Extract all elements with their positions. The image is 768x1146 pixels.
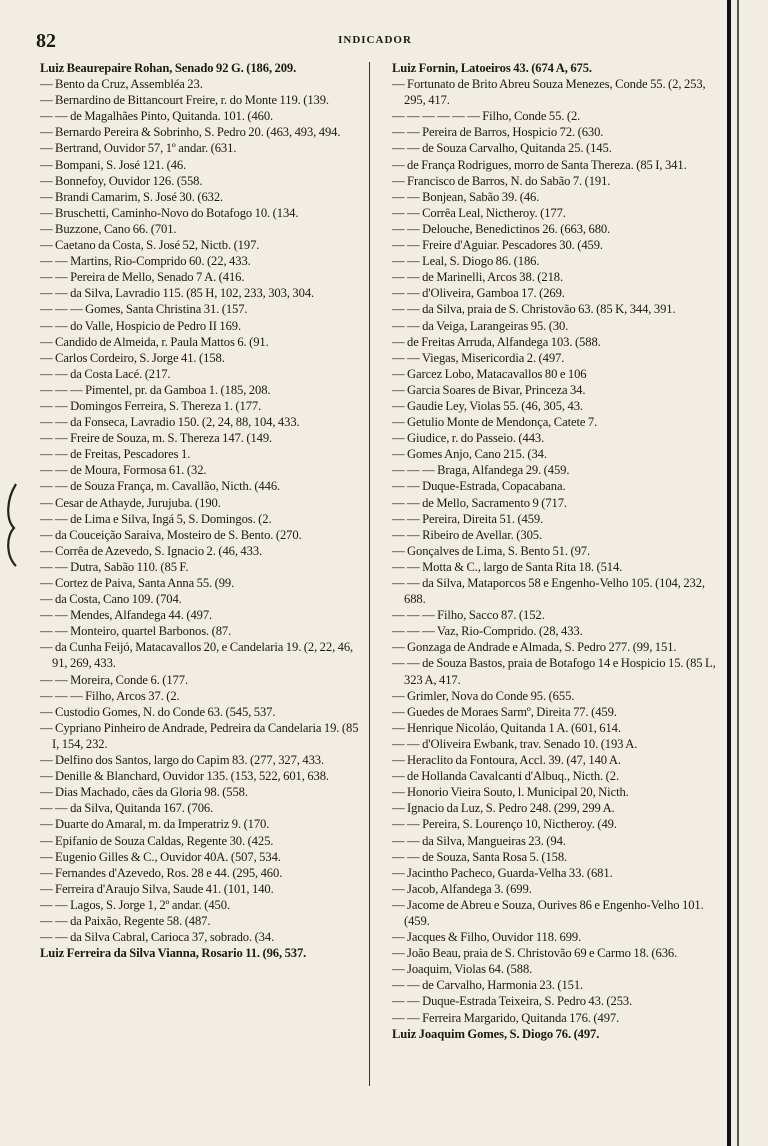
directory-entry: — Cesar de Athayde, Jurujuba. (190. — [40, 495, 221, 510]
directory-entry: — — — Gomes, Santa Christina 31. (157. — [40, 302, 248, 317]
directory-entry: — — de Freitas, Pescadores 1. — [40, 447, 191, 462]
directory-entry: — Fernandes d'Azevedo, Ros. 28 e 44. (295, 460. — [40, 865, 283, 880]
page-number: 82 — [36, 30, 56, 52]
directory-entry: — Gonçalves de Lima, S. Bento 51. (97. — [392, 543, 591, 558]
directory-entry: — — Dutra, Sabão 110. (85 F. — [40, 559, 189, 574]
directory-entry: — Garcia Soares de Bivar, Princeza 34. — [392, 382, 586, 397]
directory-entry: — Candido de Almeida, r. Paula Mattos 6. (91. — [40, 334, 269, 349]
directory-entry: — — Freire d'Aguiar. Pescadores 30. (459. — [392, 238, 603, 253]
directory-entry: — Bernardino de Bittancourt Freire, r. do Monte 119. (139. — [40, 93, 329, 108]
directory-entry: Luiz Fornin, Latoeiros 43. (674 A, 675. — [392, 61, 592, 75]
directory-entry: — — Motta & C., largo de Santa Rita 18. (514. — [392, 559, 623, 574]
directory-entry: — — Martins, Rio-Comprido 60. (22, 433. — [40, 254, 251, 269]
directory-entry: — — Moreira, Conde 6. (177. — [40, 672, 188, 687]
directory-entry: — — Duque-Estrada, Copacabana. — [392, 479, 566, 494]
directory-entry: — — Viegas, Misericordia 2. (497. — [392, 350, 565, 365]
directory-entry: — Bompani, S. José 121. (46. — [40, 157, 187, 172]
directory-entry: — — de Souza Carvalho, Quitanda 25. (145. — [392, 141, 612, 156]
directory-entry: Luiz Ferreira da Silva Vianna, Rosario 11. (96, 537. — [40, 946, 307, 961]
binding-edge — [727, 0, 731, 1146]
directory-entry: — Jacques & Filho, Ouvidor 118. 699. — [392, 930, 582, 945]
directory-entry: — Jacintho Pacheco, Guarda-Velha 33. (681. — [392, 865, 613, 880]
directory-entry: — Dias Machado, cães da Gloria 98. (558. — [40, 785, 248, 800]
directory-entry: — Jacome de Abreu e Souza, Ourives 86 e Engenho-Velho 101. (459. — [392, 897, 704, 928]
directory-entry: — Cypriano Pinheiro de Andrade, Pedreira da Candelaria 19. (85 I, 154, 232. — [40, 720, 359, 751]
directory-entry: — Fortunato de Brito Abreu Souza Menezes, Conde 55. (2, 253, 295, 417. — [392, 77, 706, 108]
directory-entry: — Caetano da Costa, S. José 52, Nictb. (197. — [40, 238, 260, 253]
running-title: INDICADOR — [338, 34, 412, 46]
directory-entry: — — da Silva Cabral, Carioca 37, sobrado. (34. — [40, 930, 275, 945]
directory-entry: — da Couceição Saraiva, Mosteiro de S. Bento. (270. — [40, 527, 302, 542]
directory-entry: — Garcez Lobo, Matacavallos 80 e 106 — [392, 366, 587, 381]
directory-entry: — — de Magalhães Pinto, Quitanda. 101. (460. — [40, 109, 274, 124]
margin-bracket-mark — [2, 480, 22, 570]
directory-entry: — — da Silva, praia de S. Christovão 63. (85 K, 344, 391. — [392, 302, 676, 317]
directory-entry: — Duarte do Amaral, m. da Imperatriz 9. (170. — [40, 817, 270, 832]
directory-entry: — — de Marinelli, Arcos 38. (218. — [392, 270, 564, 285]
directory-entry: — Custodio Gomes, N. do Conde 63. (545, 537. — [40, 704, 276, 719]
directory-entry: — — da Silva, Mangueiras 23. (94. — [392, 833, 566, 848]
directory-entry: — — — — — — Filho, Conde 55. (2. — [392, 109, 581, 124]
directory-entry: — Cortez de Paiva, Santa Anna 55. (99. — [40, 576, 235, 590]
page-header — [30, 30, 720, 56]
directory-entry: — — — Braga, Alfandega 29. (459. — [392, 463, 570, 478]
directory-entry: — — de Moura, Formosa 61. (32. — [40, 463, 207, 478]
directory-entry: — Henrique Nicoláo, Quitanda 1 A. (601, 614. — [392, 720, 621, 735]
directory-entry: — Buzzone, Cano 66. (701. — [40, 221, 177, 236]
directory-entry: — Bonnefoy, Ouvidor 126. (558. — [40, 173, 203, 188]
directory-entry: — — da Silva, Mataporcos 58 e Engenho-Velho 105. (104, 232, 688. — [392, 576, 705, 607]
directory-entry: — — Pereira, S. Lourenço 10, Nictheroy. (49. — [392, 817, 617, 832]
column-divider — [369, 62, 370, 1086]
directory-entry: — Bertrand, Ouvidor 57, 1º andar. (631. — [40, 141, 237, 156]
directory-entry: — de Freitas Arruda, Alfandega 103. (588. — [392, 334, 601, 349]
directory-entry: — — de Mello, Sacramento 9 (717. — [392, 495, 567, 510]
directory-entry: — — Pereira de Mello, Senado 7 A. (416. — [40, 270, 245, 285]
directory-entry: — — d'Oliveira Ewbank, trav. Senado 10. (193 A. — [392, 736, 638, 751]
directory-entry: — Giudice, r. do Passeio. (443. — [392, 431, 545, 446]
directory-entry: — Brandi Camarim, S. José 30. (632. — [40, 189, 224, 204]
directory-entry: — — Domingos Ferreira, S. Thereza 1. (177. — [40, 398, 262, 413]
directory-entry: — Gaudie Ley, Violas 55. (46, 305, 43. — [392, 398, 583, 413]
left-column — [40, 60, 362, 961]
directory-entry: — — Bonjean, Sabão 39. (46. — [392, 189, 540, 204]
directory-entry: — Joaquim, Violas 64. (588. — [392, 962, 533, 977]
directory-entry: Luiz Joaquim Gomes, S. Diogo 76. (497. — [392, 1026, 600, 1041]
directory-entry: — — da Veiga, Larangeiras 95. (30. — [392, 318, 569, 333]
directory-entry: — — — Vaz, Rio-Comprido. (28, 433. — [392, 624, 583, 639]
directory-entry: — Getulio Monte de Mendonça, Catete 7. — [392, 415, 598, 430]
directory-entry: — da Cunha Feijó, Matacavallos 20, e Candelaria 19. (2, 22, 46, 91, 269, 433. — [40, 640, 354, 671]
directory-entry: — — de Lima e Silva, Ingá 5, S. Domingos. (2. — [40, 511, 272, 526]
directory-entry: — — Ribeiro de Avellar. (305. — [392, 527, 543, 542]
directory-entry: — — Pereira, Direita 51. (459. — [392, 511, 544, 526]
directory-entry: — — do Valle, Hospicio de Pedro II 169. — [40, 318, 242, 333]
directory-entry: — Corrêa de Azevedo, S. Ignacio 2. (46, 433. — [40, 543, 263, 558]
directory-entry: — — Duque-Estrada Teixeira, S. Pedro 43. (253. — [392, 994, 633, 1009]
directory-entry: — — da Silva, Lavradio 115. (85 H, 102, 233, 303, 304. — [40, 286, 315, 301]
directory-entry: — Grimler, Nova do Conde 95. (655. — [392, 688, 575, 703]
directory-entry: — Gomes Anjo, Cano 215. (34. — [392, 447, 547, 462]
directory-entry: — — da Silva, Quitanda 167. (706. — [40, 801, 214, 816]
directory-entry: — — da Costa Lacé. (217. — [40, 366, 171, 381]
directory-entry: — — Monteiro, quartel Barbonos. (87. — [40, 624, 232, 639]
binding-edge-shadow — [737, 0, 739, 1146]
directory-entry: — Guedes de Moraes Sarmº, Direita 77. (459. — [392, 704, 617, 719]
directory-entry: — — Lagos, S. Jorge 1, 2º andar. (450. — [40, 897, 231, 912]
directory-entry: — — — Pimentel, pr. da Gamboa 1. (185, 208. — [40, 382, 271, 397]
directory-entry: — — Mendes, Alfandega 44. (497. — [40, 608, 213, 623]
directory-entry: Luiz Beaurepaire Rohan, Senado 92 G. (186, 209. — [40, 61, 297, 75]
directory-entry: — — da Fonseca, Lavradio 150. (2, 24, 88, 104, 433. — [40, 415, 300, 430]
directory-entry: — Denille & Blanchard, Ouvidor 135. (153, 522, 601, 638. — [40, 769, 329, 784]
directory-entry: — Francisco de Barros, N. do Sabão 7. (191. — [392, 173, 611, 188]
directory-entry: — de França Rodrigues, morro de Santa Thereza. (85 I, 341. — [392, 157, 687, 172]
directory-entry: — — Pereira de Barros, Hospicio 72. (630. — [392, 125, 604, 140]
directory-entry: — — Leal, S. Diogo 86. (186. — [392, 254, 540, 269]
directory-entry: — de Hollanda Cavalcanti d'Albuq., Nicth. (2. — [392, 769, 619, 784]
directory-entry: — — da Paixão, Regente 58. (487. — [40, 913, 211, 928]
directory-entry: — — d'Oliveira, Gamboa 17. (269. — [392, 286, 565, 301]
directory-entry: — — Ferreira Margarido, Quitanda 176. (497. — [392, 1010, 620, 1025]
directory-entry: — — Delouche, Benedictinos 26. (663, 680. — [392, 221, 611, 236]
directory-entry: — Honorio Vieira Souto, l. Municipal 20, Nicth. — [392, 785, 629, 800]
directory-entry: — João Beau, praia de S. Christovão 69 e Carmo 18. (636. — [392, 946, 678, 961]
directory-entry: — da Costa, Cano 109. (704. — [40, 592, 182, 607]
directory-entry: — Epifanio de Souza Caldas, Regente 30. (425. — [40, 833, 274, 848]
directory-entry: — — de Souza Bastos, praia de Botafogo 14 e Hospicio 15. (85 L, 323 A, 417. — [392, 656, 716, 687]
directory-entry: — — de Carvalho, Harmonia 23. (151. — [392, 978, 584, 993]
directory-entry: — Bruschetti, Caminho-Novo do Botafogo 10. (134. — [40, 205, 299, 220]
directory-entry: — Heraclito da Fontoura, Accl. 39. (47, 140 A. — [392, 753, 621, 768]
directory-entry: — Carlos Cordeiro, S. Jorge 41. (158. — [40, 350, 225, 365]
directory-entry: — — — Filho, Arcos 37. (2. — [40, 688, 180, 703]
directory-entry: — — — Filho, Sacco 87. (152. — [392, 608, 545, 623]
directory-entry: — — de Souza, Santa Rosa 5. (158. — [392, 849, 568, 864]
directory-entry: — Bento da Cruz, Assembléa 23. — [40, 77, 203, 92]
directory-entry: — — Freire de Souza, m. S. Thereza 147. (149. — [40, 431, 273, 446]
directory-entry: — Ignacio da Luz, S. Pedro 248. (299, 299 A. — [392, 801, 615, 816]
directory-entry: — Jacob, Alfandega 3. (699. — [392, 881, 532, 896]
directory-entry: — Ferreira d'Araujo Silva, Saude 41. (101, 140. — [40, 881, 274, 896]
right-column — [392, 60, 720, 1042]
directory-entry: — — Corrêa Leal, Nictheroy. (177. — [392, 205, 566, 220]
directory-entry: — Gonzaga de Andrade e Almada, S. Pedro 277. (99, 151. — [392, 640, 677, 655]
directory-entry: — — de Souza França, m. Cavallão, Nicth. (446. — [40, 479, 281, 494]
directory-entry: — Delfino dos Santos, largo do Capim 83. (277, 327, 433. — [40, 753, 325, 768]
directory-entry: — Eugenio Gilles & C., Ouvidor 40A. (507, 534. — [40, 849, 281, 864]
directory-entry: — Bernardo Pereira & Sobrinho, S. Pedro 20. (463, 493, 494. — [40, 125, 341, 140]
